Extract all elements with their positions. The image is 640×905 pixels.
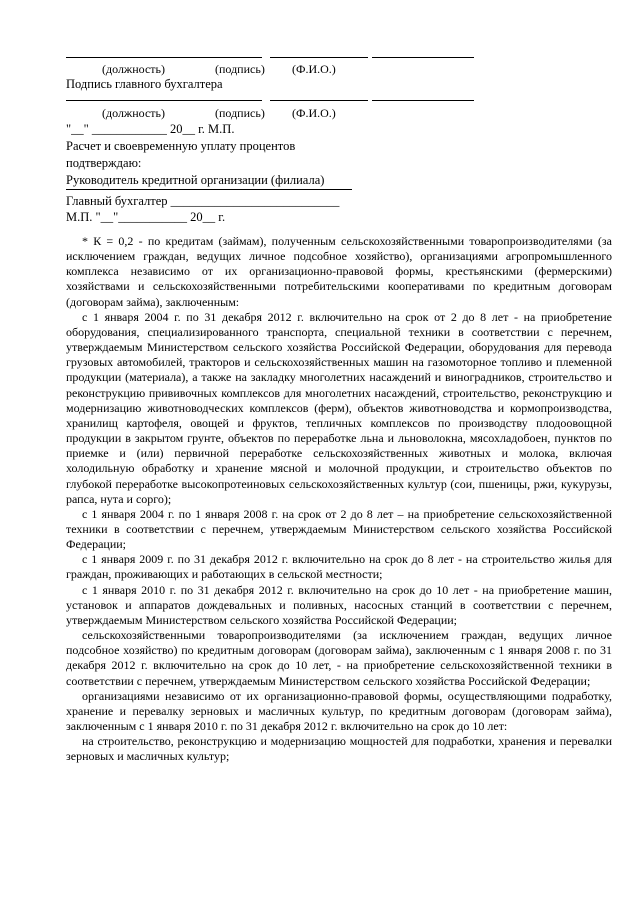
date-stamp: М.П. "__"___________ 20__ г.	[66, 210, 226, 224]
confirm-line: Расчет и своевременную уплату процентов	[66, 139, 296, 153]
signature-caption: (подпись)	[215, 106, 265, 120]
footnote-paragraph: организациями независимо от их организационно-правовой формы, осуществляющими подработку, хранение и перевалку зерновых и масличных культур, по кредитным договорам (договорам займа), заключенным с 1 января 2010 г. по 31 декабря 2012 г. включительно на срок до 10 лет:	[66, 688, 612, 733]
footnote-paragraph: с 1 января 2009 г. по 31 декабря 2012 г. включительно на срок до 8 лет - на строительство жилья для граждан, проживающих и работающих в сельской местности;	[66, 552, 612, 582]
footnote-paragraph: с 1 января 2004 г. по 1 января 2008 г. на срок от 2 до 8 лет – на приобретение сельскохозяйственной техники в соответствии с перечнем, утверждаемым Министерством сельского хозяйства Российской Федерации;	[66, 506, 612, 552]
position-caption: (должность)	[102, 62, 165, 76]
signature-line	[270, 100, 368, 101]
name-caption: (Ф.И.О.)	[292, 62, 336, 76]
footnote-paragraph: на строительство, реконструкцию и модернизацию мощностей для подработки, хранения и перевалки зерновых и масличных культур;	[66, 734, 612, 764]
chief-accountant-label: Главный бухгалтер ___________________________	[66, 194, 340, 208]
bank-head-label: Руководитель кредитной организации (филиала)	[66, 173, 325, 187]
signature-caption: (подпись)	[215, 62, 265, 76]
bank-head-signature-line	[66, 189, 352, 190]
name-line	[372, 100, 474, 101]
position-caption: (должность)	[102, 106, 165, 120]
position-line	[66, 57, 262, 58]
footnote-paragraph: с 1 января 2010 г. по 31 декабря 2012 г. включительно на срок до 10 лет - на приобретение машин, установок и аппаратов дождевальных и поливных, насосных станций в соответствии с перечнем, утверждаемым Министерством сельского хозяйства Российской Федерации;	[66, 582, 612, 627]
chief-accountant-signature-label: Подпись главного бухгалтера	[66, 77, 223, 91]
footnote-body	[66, 234, 612, 764]
date-stamp: "__" ____________ 20__ г. М.П.	[66, 122, 235, 136]
position-line	[66, 100, 262, 101]
footnote-paragraph: сельскохозяйственными товаропроизводителями (за исключением граждан, ведущих личное подсобное хозяйство) по кредитным договорам (договорам займа), заключенным с 1 января 2008 г. по 31 декабря 2012 г. включительно на срок до 10 лет, - на приобретение сельскохозяйственной техники в соответствии с перечнем, утверждаемым Министерством сельского хозяйства Российской Федерации;	[66, 628, 612, 688]
name-caption: (Ф.И.О.)	[292, 106, 336, 120]
footnote-paragraph: с 1 января 2004 г. по 31 декабря 2012 г. включительно на срок от 2 до 8 лет - на приобретение оборудования, специализированного транспорта, специальной техники в соответствии с перечнем, утверждаемым Министерством сельского хозяйства Российской Федерации, оборудования для перевода грузовых автомобилей, тракторов и сельскохозяйственных машин на газомоторное топливо и племенной продукции (материала), а также на закладку многолетних насаждений и виноградников, строительство и реконструкцию прививочных комплексов для многолетних насаждений, строительство, реконструкцию и модернизацию животноводческих комплексов (ферм), объектов животноводства и кормопроизводства, хранилищ картофеля, овощей и фруктов, тепличных комплексов по производству плодоовощной продукции в закрытом грунте, объектов по переработке льна и льноволокна, мясохладобоен, пунктов по приемке и (или) первичной переработке сельскохозяйственных животных и молока, включая холодильную обработку и хранение мясной и молочной продукции, и строительство объектов по глубокой переработке высокопротеиновых сельскохозяйственных культур (сои, пшеницы, ржи, кукурузы, рапса, нута и сорго);	[66, 309, 612, 506]
signature-line	[270, 57, 368, 58]
name-line	[372, 57, 474, 58]
footnote-paragraph: * К = 0,2 - по кредитам (займам), полученным сельскохозяйственными товаропроизводителями (за исключением граждан, ведущих личное подсобное хозяйство), организациями агропромышленного комплекса независимо от их организационно-правовой формы, крестьянскими (фермерскими) хозяйствами и сельскохозяйственными потребительскими кооперативами по кредитным договорам (договорам займа), заключенным:	[66, 234, 612, 309]
confirm-line: подтверждаю:	[66, 156, 142, 170]
